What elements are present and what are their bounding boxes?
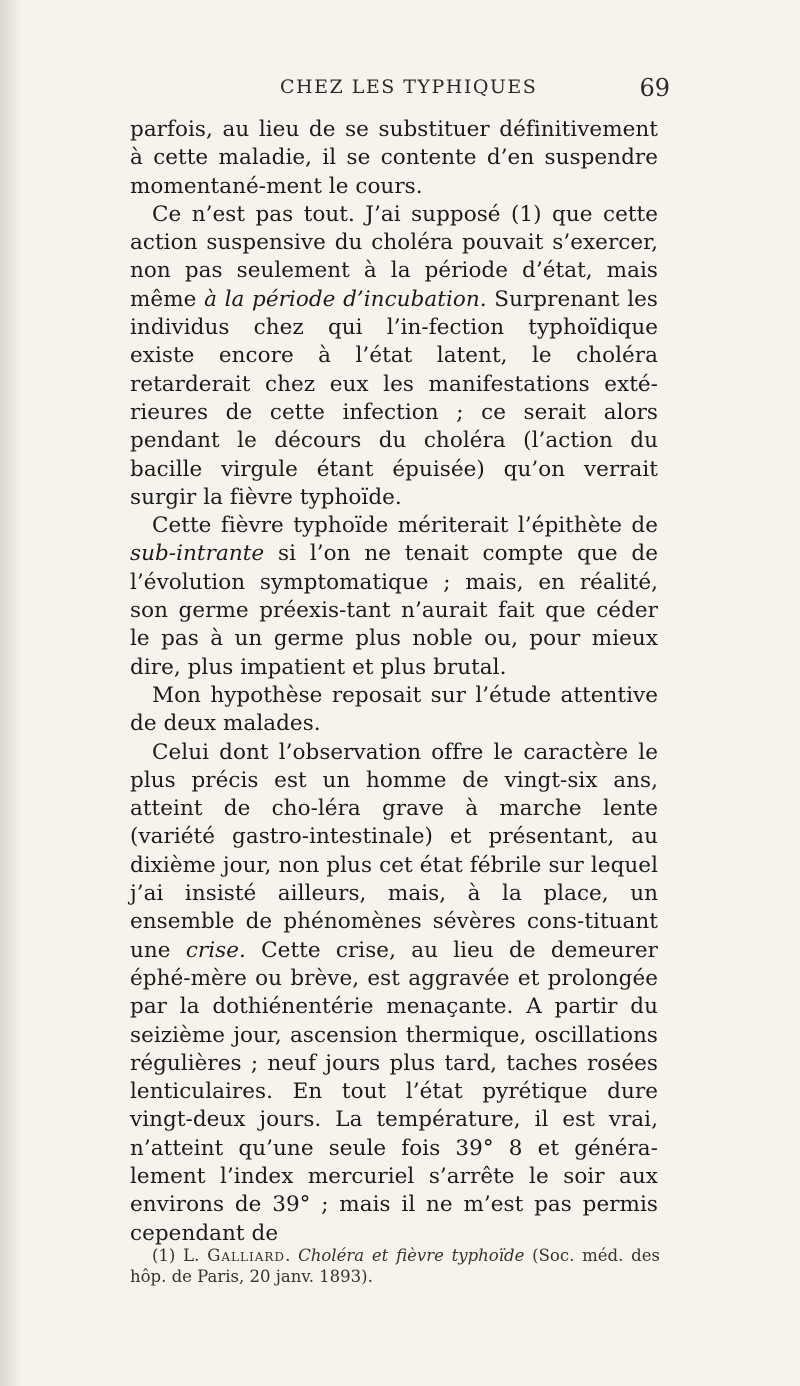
footnote — [130, 1245, 660, 1287]
page-header — [140, 76, 670, 112]
text-run: Celui dont l’observation offre le caractère le plus précis est un homme de vingt-six ans, atteint de cho-léra grave à marche lente (variété gastro-intestinale) et présentant, au dixième jour, non plus cet état fébrile sur lequel j’ai insisté ailleurs, mais, à la place, un ensemble de phénomènes sévères cons-tituant une — [130, 739, 658, 963]
page-number: 69 — [639, 74, 670, 102]
text-run: Cette crise, au lieu de demeurer éphé-mère ou brève, est aggravée et prolongée par la dothiénentérie menaçante. A partir du seizième jour, ascension thermique, oscillations régulières ; neuf jours plus tard, taches rosées lenticulaires. En tout l’état pyrétique dure vingt-deux jours. La température, il est vrai, n’atteint qu’une seule fois 39° 8 et généra-lement l’index mercuriel s’arrête le soir aux environs de 39° ; mais il ne m’est pas permis cependant de — [130, 937, 658, 1246]
footnote-title: Choléra et fièvre typhoïde — [298, 1246, 525, 1265]
paragraph-1 — [130, 116, 658, 201]
text-run: . — [285, 1246, 299, 1265]
paragraph-2 — [130, 201, 658, 512]
text-run: Ce n’est pas tout. J’ai supposé (1) que cette action suspensive du choléra pouvait s’exercer, non pas seulement à la période d’état, mais même — [130, 201, 658, 312]
text-run: parfois, au lieu de se substituer définitivement à cette maladie, il se contente d’en suspendre momentané-ment le cours. — [130, 117, 658, 199]
text-run: Mon hypothèse reposait sur l’étude attentive de deux malades. — [130, 682, 658, 737]
footnote-author: Galliard — [207, 1246, 286, 1265]
paragraph-3 — [130, 512, 658, 682]
paragraph-5 — [130, 739, 658, 1248]
body-text — [130, 116, 658, 1248]
text-run: Cette fièvre typhoïde mériterait l’épithète de — [152, 513, 658, 539]
italic-run: sub-intrante — [130, 541, 265, 567]
italic-run: crise. — [185, 937, 246, 963]
italic-run: à la période d’incubation. — [204, 286, 487, 312]
running-head: CHEZ LES TYPHIQUES — [280, 76, 538, 98]
footnote-1 — [130, 1245, 660, 1287]
footnote-source: (Soc. méd. des hôp. de Paris, 20 janv. 1893). — [130, 1246, 660, 1286]
footnote-marker: (1) L. — [152, 1246, 208, 1265]
page-binding-shadow — [0, 0, 22, 1386]
text-run: Surprenant les individus chez qui l’in-fection typhoïdique existe encore à l’état latent, le choléra retarderait chez eux les manifestations exté-rieures de cette infection ; ce serait alors pendant le décours du choléra (l’action du bacille virgule étant épuisée) qu’on verrait surgir la fièvre typhoïde. — [130, 286, 658, 510]
text-run: si l’on ne tenait compte que de l’évolution symptomatique ; mais, en réalité, son germe préexis-tant n’aurait fait que céder le pas à un germe plus noble ou, pour mieux dire, plus impatient et plus brutal. — [130, 541, 658, 680]
paragraph-4 — [130, 682, 658, 739]
